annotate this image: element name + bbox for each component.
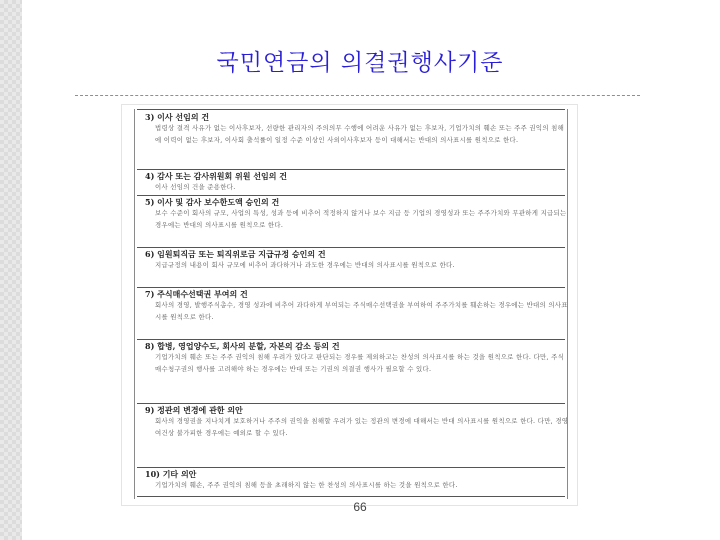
section-divider <box>137 339 565 340</box>
section-director-election <box>145 112 570 170</box>
section-heading: 4) 감사 또는 감사위원회 위원 선임의 건 <box>145 171 287 181</box>
section-body: 회사의 경영권을 지나치게 보호하거나 주주의 권익을 침해할 우려가 있는 정관의 변경에 대해서는 반대 의사표시를 원칙으로 한다. 다만, 경영여건상 불가피한 경우에는 예외로 할 수 있다. <box>155 417 569 437</box>
section-divider <box>137 287 565 288</box>
title-divider <box>75 95 640 96</box>
section-heading: 8) 합병, 영업양수도, 회사의 분할, 자본의 감소 등의 건 <box>145 341 340 351</box>
document-frame <box>134 109 568 499</box>
section-divider <box>137 169 565 170</box>
section-heading: 9) 정관의 변경에 관한 의안 <box>145 405 243 415</box>
scanned-document <box>122 105 577 505</box>
section-divider <box>137 195 565 196</box>
section-stock-options <box>145 289 570 335</box>
section-articles-amendment <box>145 405 570 463</box>
slide-title: 국민연금의 의결권행사기준 <box>216 50 504 76</box>
section-divider <box>137 403 565 404</box>
section-retirement-allowance <box>145 249 570 283</box>
section-divider <box>137 496 565 497</box>
section-merger-capital <box>145 341 570 399</box>
section-body: 법령상 결격 사유가 없는 이사후보자, 선량한 관리자의 주의의무 수행에 어려운 사유가 없는 후보자, 기업가치의 훼손 또는 주주 권익의 침해에 이력이 없는 후보자, 이사회 출석률이 일정 수준 이상인 사외이사후보자 등이 대해서는 반대의 의사표시를 원칙으로 한다. <box>155 124 565 144</box>
section-heading: 7) 주식매수선택권 부여의 건 <box>145 289 248 299</box>
section-body: 기업가치의 훼손 또는 주주 권익의 침해 우려가 있다고 판단되는 경우를 제외하고는 찬성의 의사표시를 하는 것을 원칙으로 한다. 다만, 주식매수청구권의 행사를 고려해야 하는 경우에는 반대 또는 기권의 의결권 행사가 필요할 수 있다. <box>155 353 565 373</box>
page-number: 66 <box>353 500 367 514</box>
section-body: 지급규정의 내용이 회사 규모에 비추어 과다하거나 과도한 경우에는 반대의 의사표시를 원칙으로 한다. <box>155 261 455 269</box>
section-divider <box>137 467 565 468</box>
section-body: 이사 선임의 건을 준용한다. <box>155 183 236 191</box>
decorative-side-stripe <box>0 0 22 540</box>
section-heading: 5) 이사 및 감사 보수한도액 승인의 건 <box>145 197 280 207</box>
section-other-agenda <box>145 469 570 491</box>
section-heading: 10) 기타 의안 <box>145 469 197 479</box>
section-auditor-election <box>145 171 570 193</box>
section-body: 회사의 경영, 발행주식총수, 경영 성과에 비추어 과다하게 부여되는 주식매수선택권을 부여하여 주주가치를 훼손하는 경우에는 반대의 의사표시를 원칙으로 한다. <box>155 301 568 321</box>
section-divider <box>137 109 565 110</box>
section-body: 기업가치의 훼손, 주주 권익의 침해 등을 초래하지 않는 한 찬성의 의사표시를 하는 것을 원칙으로 한다. <box>155 481 458 489</box>
section-compensation-limit <box>145 197 570 243</box>
section-heading: 6) 임원퇴직금 또는 퇴직위로금 지급규정 승인의 건 <box>145 249 326 259</box>
section-heading: 3) 이사 선임의 건 <box>145 112 210 122</box>
section-body: 보수 수준이 회사의 규모, 사업의 특성, 성과 등에 비추어 적정하지 않거나 보수 지급 등 기업의 경영성과 또는 주주가치와 무관하게 지급되는 경우에는 반대의 의사표시를 원칙으로 한다. <box>155 209 567 229</box>
section-divider <box>137 247 565 248</box>
